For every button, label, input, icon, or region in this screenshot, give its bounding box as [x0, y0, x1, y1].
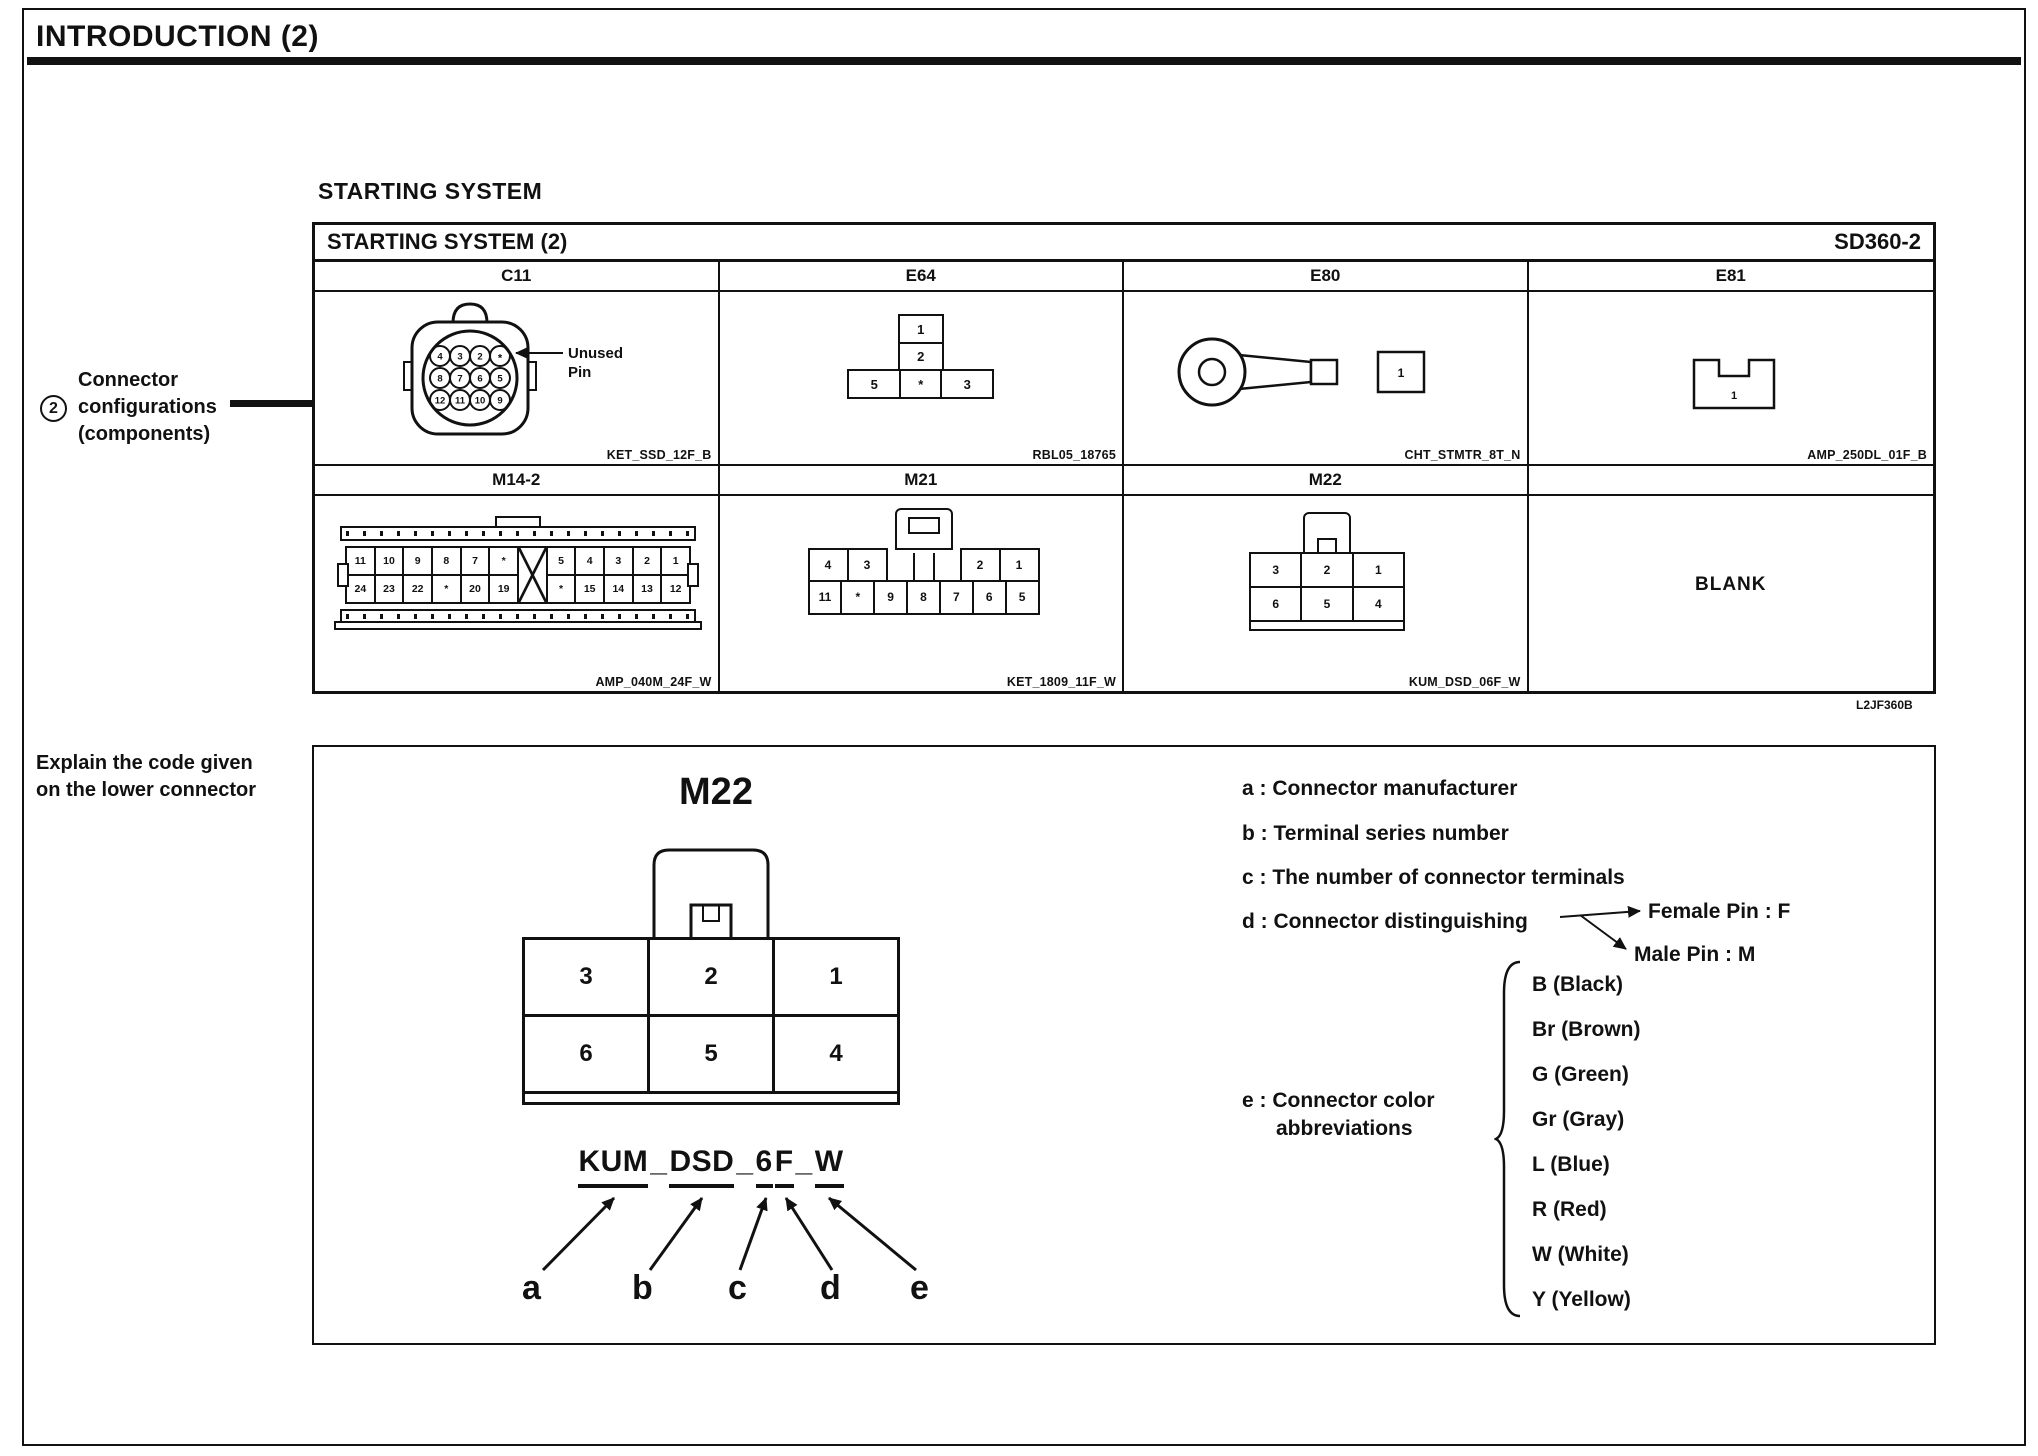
code-part-manufacturer: KUM [578, 1145, 649, 1178]
legend-e-line2: abbreviations [1276, 1117, 1413, 1140]
latch-channel [913, 553, 935, 580]
pin-cell: 5 [847, 369, 901, 399]
code-part-color: W [814, 1145, 844, 1178]
pin-cell: 6 [1251, 588, 1300, 620]
color-item: Gr (Gray) [1532, 1108, 1625, 1132]
pin-cell: 8 [908, 582, 939, 613]
pin-cell: 20 [462, 576, 489, 602]
pin-label: 6 [477, 373, 483, 385]
title-underline-bar [27, 57, 2021, 65]
pointer-letter-d: d [820, 1269, 841, 1307]
code-separator: _ [795, 1145, 813, 1178]
m22-detail-pin-grid [522, 937, 900, 1094]
connector-cell-blank [1529, 466, 1934, 691]
pin-cell: 5 [1007, 582, 1038, 613]
config-note-line1: Connector [78, 369, 178, 391]
connector-title [1529, 466, 1934, 496]
pin-cell: 3 [605, 548, 632, 574]
code-part-gender: F [774, 1145, 794, 1178]
pin-cell: 9 [875, 582, 906, 613]
connector-cell-e81 [1529, 262, 1934, 466]
figure-code: L2JF360B [1856, 698, 1913, 712]
part-code: AMP_250DL_01F_B [1807, 448, 1927, 462]
color-item: G (Green) [1532, 1063, 1629, 1087]
pin-label: 8 [437, 373, 443, 385]
male-pin-label: Male Pin : M [1634, 943, 1756, 966]
connector-cell-m22 [1124, 466, 1529, 691]
pin-label: 10 [474, 395, 486, 407]
explain-code-note [36, 750, 256, 804]
pin-cell: 1 [1001, 550, 1038, 580]
table-header [315, 225, 1933, 262]
pin-cell: 1 [775, 940, 897, 1014]
m22-base-bar [522, 1091, 900, 1105]
config-note-line3: (components) [78, 423, 211, 445]
pin-cell: 23 [376, 576, 403, 602]
color-item: Y (Yellow) [1532, 1287, 1631, 1311]
crossed-blank-cell [519, 548, 546, 602]
section-title: STARTING SYSTEM [318, 178, 543, 204]
pin-label: 4 [437, 351, 443, 363]
connector-title: E64 [720, 262, 1123, 292]
pointer-letter-e: e [910, 1269, 929, 1307]
c11-connector-drawing [315, 292, 718, 460]
gender-fork-arrows [1556, 897, 1656, 967]
connector-cell-m21 [720, 466, 1125, 691]
table-doc-code: SD360-2 [1834, 229, 1921, 254]
color-list-brace [1494, 959, 1524, 1319]
pin-cell: 3 [525, 940, 647, 1014]
pin-cell: 14 [605, 576, 632, 602]
e80-connector-drawing [1124, 292, 1527, 460]
pin-label: 7 [457, 373, 463, 385]
connector-title: M21 [720, 466, 1123, 496]
detail-connector-title: M22 [679, 771, 753, 813]
color-item: B (Black) [1532, 973, 1624, 997]
unused-pin-note-line1: Unused [568, 345, 624, 362]
connector-cell-c11 [315, 262, 720, 466]
pointer-letter-b: b [632, 1269, 653, 1307]
page-title: INTRODUCTION (2) [36, 20, 319, 53]
pin-cell: 3 [1251, 554, 1300, 586]
code-explanation-box [312, 745, 1936, 1345]
table-title: STARTING SYSTEM (2) [327, 229, 568, 254]
pin-label: 12 [434, 395, 446, 407]
pin-cell: 5 [1302, 588, 1351, 620]
pin-cell: 3 [940, 369, 994, 399]
pin-cell: 9 [404, 548, 431, 574]
pin-cell: 19 [490, 576, 517, 602]
part-code: RBL05_18765 [1032, 448, 1116, 462]
base-bar [334, 621, 702, 630]
pin-label: 9 [497, 395, 503, 407]
connector-title: C11 [315, 262, 718, 292]
pointer-letter-c: c [728, 1269, 747, 1307]
connector-title: E81 [1529, 262, 1934, 292]
pin-cell: 1 [1354, 554, 1403, 586]
legend-d: d : Connector distinguishing [1242, 910, 1528, 933]
connector-title: M14-2 [315, 466, 718, 496]
pin-cell: 2 [898, 342, 944, 372]
m14-2-pin-grid [345, 546, 691, 604]
unused-pin-note-line2: Pin [568, 364, 592, 381]
pin-label: 5 [497, 373, 503, 385]
pin-cell: 3 [849, 550, 886, 580]
connector-title: E80 [1124, 262, 1527, 292]
part-code: KET_1809_11F_W [1006, 675, 1116, 689]
legend-c: c : The number of connector terminals [1242, 866, 1625, 889]
pin-cell: * [433, 576, 460, 602]
color-abbreviation-list [1532, 963, 1641, 1322]
pin-cell: 7 [462, 548, 489, 574]
pin-cell: 7 [941, 582, 972, 613]
legend-b: b : Terminal series number [1242, 822, 1509, 845]
pin-cell: 8 [433, 548, 460, 574]
pin-cell: 2 [962, 550, 999, 580]
config-note-line2: configurations [78, 396, 217, 418]
color-item: R (Red) [1532, 1197, 1607, 1221]
e81-connector-drawing [1529, 292, 1934, 460]
pin-cell: 11 [810, 582, 841, 613]
pin-cell: * [490, 548, 517, 574]
pin-cell: 2 [650, 940, 772, 1014]
m22-connector-drawing [1249, 552, 1405, 631]
pin-label: 2 [477, 351, 483, 363]
color-item: W (White) [1532, 1242, 1629, 1266]
unused-pin-label: * [497, 352, 503, 365]
pin-cell: 6 [974, 582, 1005, 613]
connector-table [312, 222, 1936, 694]
connector-cell-e80 [1124, 262, 1529, 466]
pin-cell: 1 [898, 314, 944, 344]
pin-cell: 2 [634, 548, 661, 574]
blank-label: BLANK [1695, 574, 1767, 595]
pin-cell: * [842, 582, 873, 613]
connector-title: M22 [1124, 466, 1527, 496]
part-code: CHT_STMTR_8T_N [1404, 448, 1521, 462]
connector-config-note [78, 367, 217, 448]
female-pin-label: Female Pin : F [1648, 900, 1791, 923]
pin-label: 11 [454, 395, 466, 407]
connector-code [522, 1145, 900, 1179]
pin-cell: * [548, 576, 575, 602]
code-part-series: DSD [669, 1145, 735, 1178]
latch-tab [895, 508, 953, 550]
code-pointer-arrows [514, 1192, 954, 1277]
code-separator: _ [650, 1145, 668, 1178]
pin-cell: 4 [810, 550, 847, 580]
m21-connector-drawing [808, 548, 1040, 615]
legend-a: a : Connector manufacturer [1242, 777, 1518, 800]
m22-latch-drawing [651, 847, 771, 941]
pin-label: 3 [457, 351, 463, 363]
pin-cell: 1 [662, 548, 689, 574]
pin-cell: 5 [650, 1017, 772, 1091]
pin-cell: 15 [576, 576, 603, 602]
part-code: AMP_040M_24F_W [595, 675, 712, 689]
color-item: L (Blue) [1532, 1153, 1610, 1176]
base-bar [1249, 622, 1405, 631]
pin-cell: 13 [634, 576, 661, 602]
pin-cell: 24 [347, 576, 374, 602]
pin-label: 1 [1730, 390, 1737, 402]
pin-cell: 5 [548, 548, 575, 574]
pin-cell: 22 [404, 576, 431, 602]
color-item: Br (Brown) [1532, 1018, 1641, 1042]
connector-grid [315, 262, 1933, 691]
pin-cell: 4 [576, 548, 603, 574]
explain-note-line1: Explain the code given [36, 752, 253, 774]
connector-cell-e64 [720, 262, 1125, 466]
code-separator: _ [736, 1145, 754, 1178]
connector-cell-m14-2 [315, 466, 720, 691]
e64-connector-drawing [720, 314, 1123, 399]
code-part-terminals: 6 [755, 1145, 773, 1178]
latch-tab [1303, 512, 1351, 554]
pin-cell: 6 [525, 1017, 647, 1091]
part-code: KUM_DSD_06F_W [1408, 675, 1521, 689]
explain-note-line2: on the lower connector [36, 779, 257, 801]
top-rail [340, 526, 696, 541]
pin-cell: 4 [1354, 588, 1403, 620]
part-code: KET_SSD_12F_B [606, 448, 712, 462]
pin-cell: 12 [662, 576, 689, 602]
pin-cell: 2 [1302, 554, 1351, 586]
legend-e-line1: e : Connector color [1242, 1089, 1435, 1112]
pin-cell: 10 [376, 548, 403, 574]
pin-cell: 11 [347, 548, 374, 574]
pin-label: 1 [1397, 366, 1405, 380]
pin-cell: 4 [775, 1017, 897, 1091]
circled-number-badge: 2 [40, 395, 67, 422]
pointer-letter-a: a [522, 1269, 541, 1307]
pin-cell: * [899, 369, 943, 399]
m14-2-connector-drawing [340, 516, 696, 630]
